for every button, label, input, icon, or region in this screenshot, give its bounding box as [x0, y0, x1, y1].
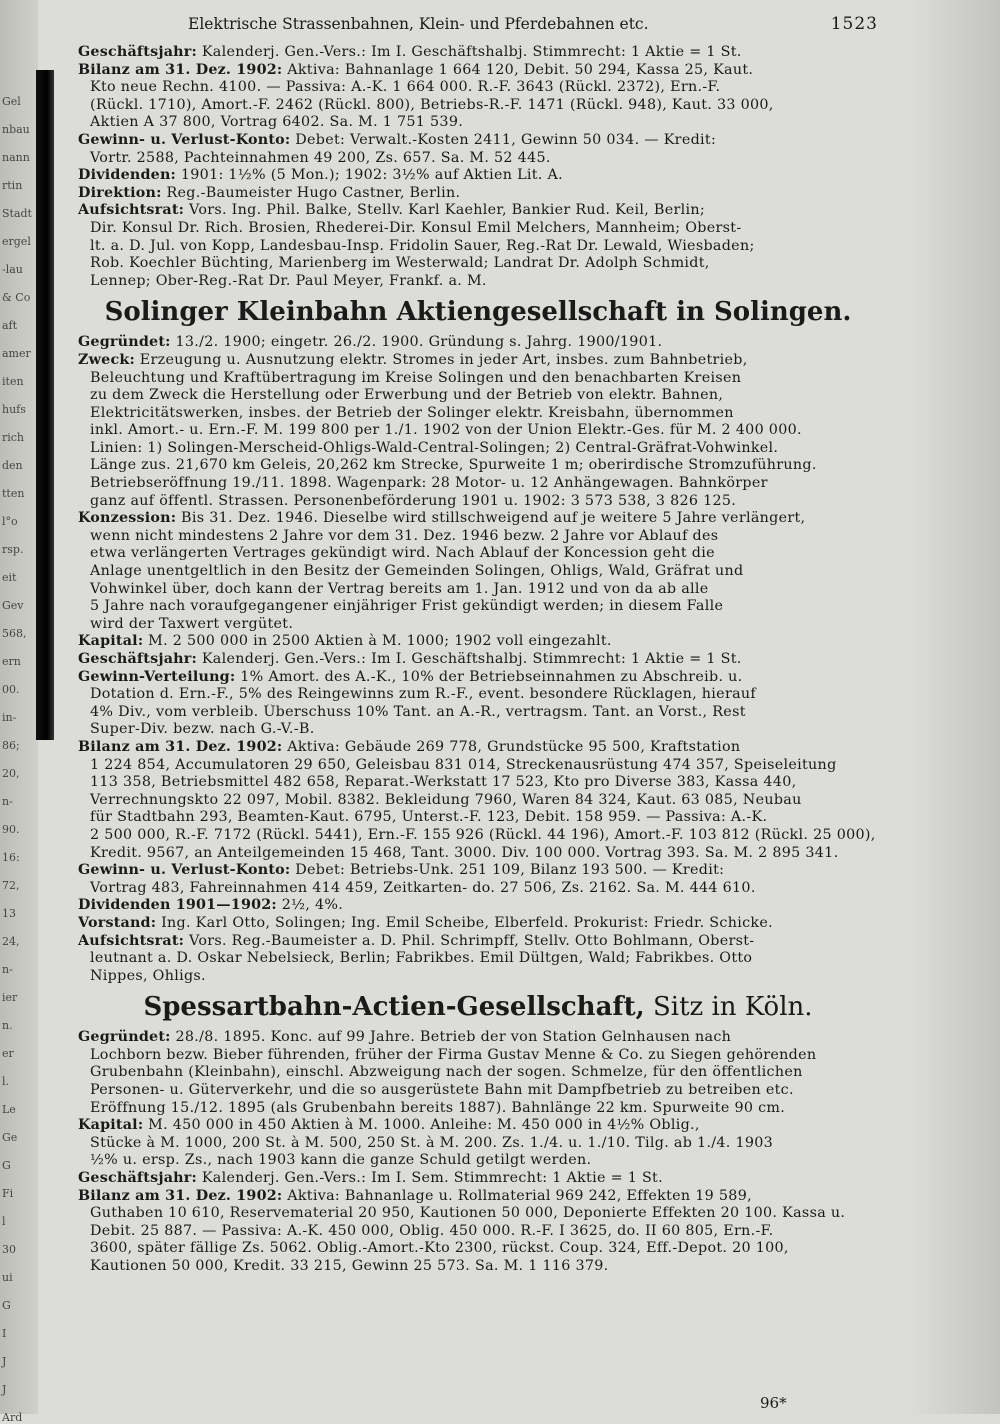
gutter-fragment: & Co [2, 291, 31, 304]
gutter-fragment: n- [2, 795, 13, 808]
field-text: Bis 31. Dez. 1946. Dieselbe wird stillschweigend auf je weitere 5 Jahre verlängert, [176, 510, 806, 527]
field-text: Elektricitätswerken, insbes. der Betrieb der Solinger elektr. Kreisbahn, übernommen [90, 404, 734, 421]
field-label: Direktion: [78, 184, 162, 201]
text-line [78, 1100, 878, 1118]
text-line [78, 845, 878, 863]
text-line [78, 167, 878, 185]
field-text: Personen- u. Güterverkehr, und die so ausgerüstete Bahn mit Dampfbetrieb zu betreiben etc. [90, 1082, 794, 1099]
field-label: Gegründet: [78, 334, 171, 351]
text-line [78, 1047, 878, 1065]
text-line [78, 1152, 878, 1170]
text-line [78, 475, 878, 493]
text-line [78, 457, 878, 475]
section-title-solinger: Solinger Kleinbahn Aktiengesellschaft in Solingen. [104, 297, 852, 328]
field-text: 3600, später fällige Zs. 5062. Oblig.-Amort.-Kto 2300, rückst. Coup. 324, Eff.-Depot. 20 100, [90, 1240, 789, 1257]
field-label: Konzession: [78, 510, 177, 527]
gutter-fragment: 30 [2, 1243, 16, 1256]
entry-block-2 [78, 334, 878, 985]
text-line [78, 1205, 878, 1223]
binding-rule [36, 70, 54, 740]
field-text: 28./8. 1895. Konc. auf 99 Jahre. Betrieb der von Station Gelnhausen nach [170, 1029, 732, 1046]
gutter-fragment: rtin [2, 179, 23, 192]
text-line [78, 563, 878, 581]
field-text: Aktiva: Bahnanlage 1 664 120, Debit. 50 294, Kassa 25, Kaut. [282, 61, 754, 78]
field-text: leutnant a. D. Oskar Nebelsieck, Berlin; Fabrikbes. Emil Dültgen, Wald; Fabrikbes. Otto [90, 950, 753, 967]
gutter-fragment: nann [2, 151, 30, 164]
field-label: Vorstand: [78, 914, 157, 931]
gutter-fragment: den [2, 459, 23, 472]
field-text: Linien: 1) Solingen-Merscheid-Ohligs-Wald-Central-Solingen; 2) Central-Gräfrat-Vohwinkel. [90, 439, 779, 456]
text-line [78, 185, 878, 203]
field-label: Bilanz am 31. Dez. 1902: [78, 738, 283, 755]
gutter-fragment: 90. [2, 823, 20, 836]
gutter-fragment: -lau [2, 263, 23, 276]
gutter-fragment: J [2, 1383, 7, 1396]
field-text: Lennep; Ober-Reg.-Rat Dr. Paul Meyer, Frankf. a. M. [90, 272, 487, 289]
gutter-fragment: tten [2, 487, 25, 500]
field-text: ½% u. ersp. Zs., nach 1903 kann die ganze Schuld getilgt werden. [90, 1152, 592, 1169]
field-label: Gewinn- u. Verlust-Konto: [78, 862, 291, 879]
text-line [78, 97, 878, 115]
text-line [78, 915, 878, 933]
gutter-fragment: l [2, 1215, 6, 1228]
text-line [78, 405, 878, 423]
text-line [78, 704, 878, 722]
gutter-fragment: ergel [2, 235, 31, 248]
text-line [78, 1117, 878, 1135]
page-number: 1523 [830, 14, 878, 34]
gutter-fragment: 86; [2, 739, 20, 752]
text-line [78, 1170, 878, 1188]
field-text: Länge zus. 21,670 km Geleis, 20,262 km Strecke, Spurweite 1 m; oberirdische Stromzuführung. [90, 457, 817, 474]
text-line [78, 1064, 878, 1082]
page-edge-shadow [910, 0, 1000, 1414]
field-text: Dir. Konsul Dr. Rich. Brosien, Rhederei-Dir. Konsul Emil Melchers, Mannheim; Oberst- [90, 219, 742, 236]
text-line [78, 792, 878, 810]
gutter-fragment: nbau [2, 123, 30, 136]
text-line [78, 62, 878, 80]
field-label: Aufsichtsrat: [78, 202, 185, 219]
field-label: Zweck: [78, 351, 135, 368]
field-text: Lochborn bezw. Bieber führenden, früher der Firma Gustav Menne & Co. zu Siegen gehörenden [90, 1046, 817, 1063]
text-line [78, 721, 878, 739]
text-line [78, 1082, 878, 1100]
gutter-fragment: ern [2, 655, 21, 668]
field-text: wird der Taxwert vergütet. [90, 615, 294, 632]
gutter-fragment: aft [2, 319, 18, 332]
text-line [78, 739, 878, 757]
field-label: Dividenden: [78, 167, 177, 184]
gutter-fragment: Le [2, 1103, 16, 1116]
text-line [78, 1029, 878, 1047]
text-line [78, 79, 878, 97]
text-line [78, 933, 878, 951]
text-line [78, 132, 878, 150]
text-line [78, 809, 878, 827]
field-text: Ing. Karl Otto, Solingen; Ing. Emil Scheibe, Elberfeld. Prokurist: Friedr. Schicke. [156, 914, 773, 931]
gutter-fragment: Fi [2, 1187, 14, 1200]
gutter-fragment: rich [2, 431, 25, 444]
text-line [78, 774, 878, 792]
text-line [78, 387, 878, 405]
field-text: lt. a. D. Jul. von Kopp, Landesbau-Insp. Fridolin Sauer, Reg.-Rat Dr. Lewald, Wiesbaden; [90, 237, 755, 254]
field-text: Stücke à M. 1000, 200 St. à M. 500, 250 St. à M. 200. Zs. 1./4. u. 1./10. Tilg. ab 1./4. 1903 [90, 1134, 774, 1151]
field-label: Kapital: [78, 1117, 144, 1134]
signature-mark: 96* [760, 1394, 787, 1412]
text-line [78, 686, 878, 704]
section-title-spessartbahn [78, 991, 878, 1023]
field-label: Geschäftsjahr: [78, 651, 197, 667]
text-line [78, 757, 878, 775]
field-text: Kredit. 9567, an Anteilgemeinden 15 468, Tant. 3000. Div. 100 000. Vortrag 393. Sa. M. 2 895 341. [90, 844, 839, 861]
gutter-fragment: G [2, 1159, 11, 1172]
gutter-fragment: 72, [2, 879, 20, 892]
field-text: Anlage unentgeltlich in den Besitz der Gemeinden Solingen, Ohligs, Wald, Gräfrat und [90, 563, 744, 580]
field-label: Aufsichtsrat: [78, 932, 185, 949]
text-line [78, 238, 878, 256]
text-line [78, 114, 878, 132]
text-line [78, 150, 878, 168]
field-label: Geschäftsjahr: [78, 44, 197, 60]
text-line [78, 440, 878, 458]
field-text: Vortr. 2588, Pachteinnahmen 49 200, Zs. 657. Sa. M. 52 445. [90, 149, 551, 166]
text-line [78, 598, 878, 616]
text-line [78, 1223, 878, 1241]
field-text: 2½, 4%. [276, 897, 344, 914]
text-line [78, 44, 878, 62]
gutter-fragment: 00. [2, 683, 20, 696]
field-text: Vors. Reg.-Baumeister a. D. Phil. Schrimpff, Stellv. Otto Bohlmann, Oberst- [184, 932, 755, 949]
entry-block-3 [78, 1029, 878, 1275]
text-line [78, 334, 878, 352]
field-text: Aktiva: Gebäude 269 778, Grundstücke 95 500, Kraftstation [282, 738, 741, 755]
gutter-fragment: I [2, 1327, 7, 1340]
field-text: Debet: Betriebs-Unk. 251 109, Bilanz 193 500. — Kredit: [290, 862, 725, 879]
gutter-fragment: G [2, 1299, 11, 1312]
text-line [78, 950, 878, 968]
field-text: Nippes, Ohligs. [90, 967, 206, 984]
field-text: M. 450 000 in 450 Aktien à M. 1000. Anleihe: M. 450 000 in 4½% Oblig., [143, 1117, 700, 1134]
gutter-fragment: 20, [2, 767, 20, 780]
text-line [78, 1258, 878, 1276]
field-label: Gewinn- u. Verlust-Konto: [78, 131, 291, 148]
gutter-fragment: in- [2, 711, 17, 724]
gutter-fragment: J [2, 1355, 7, 1368]
field-text: Kalenderj. Gen.-Vers.: Im I. Sem. Stimmrecht: 1 Aktie = 1 St. [196, 1170, 663, 1187]
gutter-fragment: n. [2, 1019, 13, 1032]
field-text: M. 2 500 000 in 2500 Aktien à M. 1000; 1902 voll eingezahlt. [143, 633, 612, 650]
text-line [78, 651, 878, 669]
field-text: 13./2. 1900; eingetr. 26./2. 1900. Gründung s. Jahrg. 1900/1901. [170, 334, 663, 351]
text-line [78, 616, 878, 634]
gutter-fragment: Ard [2, 1411, 23, 1424]
field-text: 1% Amort. des A.-K., 10% der Betriebseinnahmen zu Abschreib. u. [235, 668, 743, 685]
text-line [78, 1188, 878, 1206]
field-text: wenn nicht mindestens 2 Jahre vor dem 31. Dez. 1946 bezw. 2 Jahre vor Ablauf des [90, 527, 719, 544]
text-line [78, 255, 878, 273]
text-line [78, 862, 878, 880]
gutter-fragment: Ge [2, 1131, 18, 1144]
text-line [78, 880, 878, 898]
field-text: Vors. Ing. Phil. Balke, Stellv. Karl Kaehler, Bankier Rud. Keil, Berlin; [184, 202, 705, 219]
gutter-fragment: 13 [2, 907, 16, 920]
text-line [78, 352, 878, 370]
gutter-fragment: 568, [2, 627, 27, 640]
text-line [78, 370, 878, 388]
field-text: Kalenderj. Gen.-Vers.: Im I. Geschäftshalbj. Stimmrecht: 1 Aktie = 1 St. [196, 44, 742, 60]
field-text: 5 Jahre nach voraufgegangener einjähriger Frist gekündigt werden; in diesem Falle [90, 598, 724, 615]
text-line [78, 827, 878, 845]
gutter-fragment: 24, [2, 935, 20, 948]
gutter-fragment: 16: [2, 851, 20, 864]
gutter-fragment: rsp. [2, 543, 24, 556]
field-label: Dividenden 1901—1902: [78, 897, 277, 914]
field-text: Kautionen 50 000, Kredit. 33 215, Gewinn 25 573. Sa. M. 1 116 379. [90, 1258, 609, 1274]
page [78, 14, 878, 1276]
field-label: Kapital: [78, 633, 144, 650]
gutter-fragment: Gel [2, 95, 21, 108]
gutter-fragment: ui [2, 1271, 13, 1284]
field-text: 4% Div., vom verbleib. Überschuss 10% Tant. an A.-R., vertragsm. Tant. an Vorst., Rest [90, 703, 746, 720]
text-line [78, 1240, 878, 1258]
text-line [78, 273, 878, 291]
field-text: 2 500 000, R.-F. 7172 (Rückl. 5441), Ern.-F. 155 926 (Rückl. 44 196), Amort.-F. 103 812 (Rückl. 25 000), [90, 826, 876, 843]
field-text: für Stadtbahn 293, Beamten-Kaut. 6795, Unterst.-F. 123, Debit. 158 959. — Passiva: A.-K. [90, 809, 768, 826]
field-text: Kto neue Rechn. 4100. — Passiva: A.-K. 1 664 000. R.-F. 3643 (Rückl. 2372), Ern.-F. [90, 79, 721, 96]
field-text: Erzeugung u. Ausnutzung elektr. Stromes in jeder Art, insbes. zum Bahnbetrieb, [134, 351, 748, 368]
field-text: Vortrag 483, Fahreinnahmen 414 459, Zeitkarten- do. 27 506, Zs. 2162. Sa. M. 444 610. [90, 879, 756, 896]
gutter-fragment: ier [2, 991, 18, 1004]
gutter-fragment: l. [2, 1075, 10, 1088]
field-text: (Rückl. 1710), Amort.-F. 2462 (Rückl. 800), Betriebs-R.-F. 1471 (Rückl. 948), Kaut. 33 000, [90, 96, 774, 113]
gutter-fragment: l°o [2, 515, 18, 528]
field-text: Betriebseröffnung 19./11. 1898. Wagenpark: 28 Motor- u. 12 Anhängewagen. Bahnkörper [90, 475, 768, 492]
gutter-fragment: n- [2, 963, 13, 976]
text-line [78, 968, 878, 986]
text-line [78, 510, 878, 528]
text-line [78, 581, 878, 599]
field-text: Aktien A 37 800, Vortrag 6402. Sa. M. 1 751 539. [90, 114, 464, 131]
text-line [78, 220, 878, 238]
field-text: Verrechnungskto 22 097, Mobil. 8382. Bekleidung 7960, Waren 84 324, Kaut. 63 085, Neubau [90, 791, 802, 808]
field-text: Vohwinkel über, doch kann der Vertrag bereits am 1. Jan. 1912 und von da ab alle [90, 580, 709, 597]
gutter-fragment: Stadt [2, 207, 32, 220]
text-line [78, 202, 878, 220]
gutter-fragment: er [2, 1047, 14, 1060]
field-text: Aktiva: Bahnanlage u. Rollmaterial 969 242, Effekten 19 589, [282, 1187, 752, 1204]
field-text: Rob. Koechler Büchting, Marienberg im Westerwald; Landrat Dr. Adolph Schmidt, [90, 255, 710, 272]
text-line [78, 897, 878, 915]
field-text: zu dem Zweck die Herstellung oder Erwerbung und der Betrieb von elektr. Bahnen, [90, 387, 724, 404]
field-text: inkl. Amort.- u. Ern.-F. M. 199 800 per 1./1. 1902 von der Union Elektr.-Ges. für M. 2 400 000. [90, 422, 802, 439]
field-text: ganz auf öffentl. Strassen. Personenbeförderung 1901 u. 1902: 3 573 538, 3 826 125. [90, 492, 737, 509]
text-line [78, 528, 878, 546]
facing-page-gutter [0, 0, 38, 1424]
field-label: Gegründet: [78, 1029, 171, 1046]
field-text: 1901: 1½% (5 Mon.); 1902: 3½% auf Aktien Lit. A. [176, 167, 563, 184]
section-title-rest: Sitz in Köln. [644, 992, 813, 1023]
text-line [78, 545, 878, 563]
entry-block-1 [78, 44, 878, 290]
field-label: Bilanz am 31. Dez. 1902: [78, 1187, 283, 1204]
text-line [78, 422, 878, 440]
field-text: 1 224 854, Accumulatoren 29 650, Geleisbau 831 014, Streckenausrüstung 474 357, Speiseleitung [90, 756, 837, 773]
gutter-fragment: eit [2, 571, 17, 584]
gutter-fragment: hufs [2, 403, 26, 416]
text-line [78, 1135, 878, 1153]
running-title: Elektrische Strassenbahnen, Klein- und Pferdebahnen etc. [188, 15, 649, 33]
section-title-main: Spessartbahn-Actien-Gesellschaft, [143, 992, 645, 1023]
field-label: Gewinn-Verteilung: [78, 668, 236, 685]
field-label: Geschäftsjahr: [78, 1170, 197, 1187]
running-header [188, 14, 878, 44]
field-text: Debet: Verwalt.-Kosten 2411, Gewinn 50 034. — Kredit: [290, 131, 717, 148]
text-line [78, 669, 878, 687]
gutter-fragment: amer [2, 347, 31, 360]
field-text: Grubenbahn (Kleinbahn), einschl. Abzweigung nach der sogen. Schmelze, für den öffentlichen [90, 1064, 803, 1081]
field-text: 113 358, Betriebsmittel 482 658, Reparat.-Werkstatt 17 523, Kto pro Diverse 383, Kassa 440, [90, 774, 797, 791]
field-text: Guthaben 10 610, Reservematerial 20 950, Kautionen 50 000, Deponierte Effekten 20 100. Kassa u. [90, 1205, 846, 1222]
field-text: Dotation d. Ern.-F., 5% des Reingewinns zum R.-F., event. besondere Rücklagen, hierauf [90, 686, 756, 703]
field-text: Beleuchtung und Kraftübertragung im Kreise Solingen und den benachbarten Kreisen [90, 369, 742, 386]
gutter-fragment: Gev [2, 599, 24, 612]
gutter-fragment: iten [2, 375, 24, 388]
field-label: Bilanz am 31. Dez. 1902: [78, 61, 283, 78]
field-text: Kalenderj. Gen.-Vers.: Im I. Geschäftshalbj. Stimmrecht: 1 Aktie = 1 St. [196, 651, 742, 667]
field-text: etwa verlängerten Vertrages gekündigt wird. Nach Ablauf der Koncession geht die [90, 545, 715, 562]
field-text: Eröffnung 15./12. 1895 (als Grubenbahn bereits 1887). Bahnlänge 22 km. Spurweite 90 cm. [90, 1099, 786, 1116]
field-text: Debit. 25 887. — Passiva: A.-K. 450 000, Oblig. 450 000. R.-F. I 3625, do. II 60 805, Ern.-F. [90, 1222, 774, 1239]
text-line [78, 493, 878, 511]
field-text: Super-Div. bezw. nach G.-V.-B. [90, 721, 315, 738]
text-line [78, 633, 878, 651]
field-text: Reg.-Baumeister Hugo Castner, Berlin. [161, 184, 461, 201]
